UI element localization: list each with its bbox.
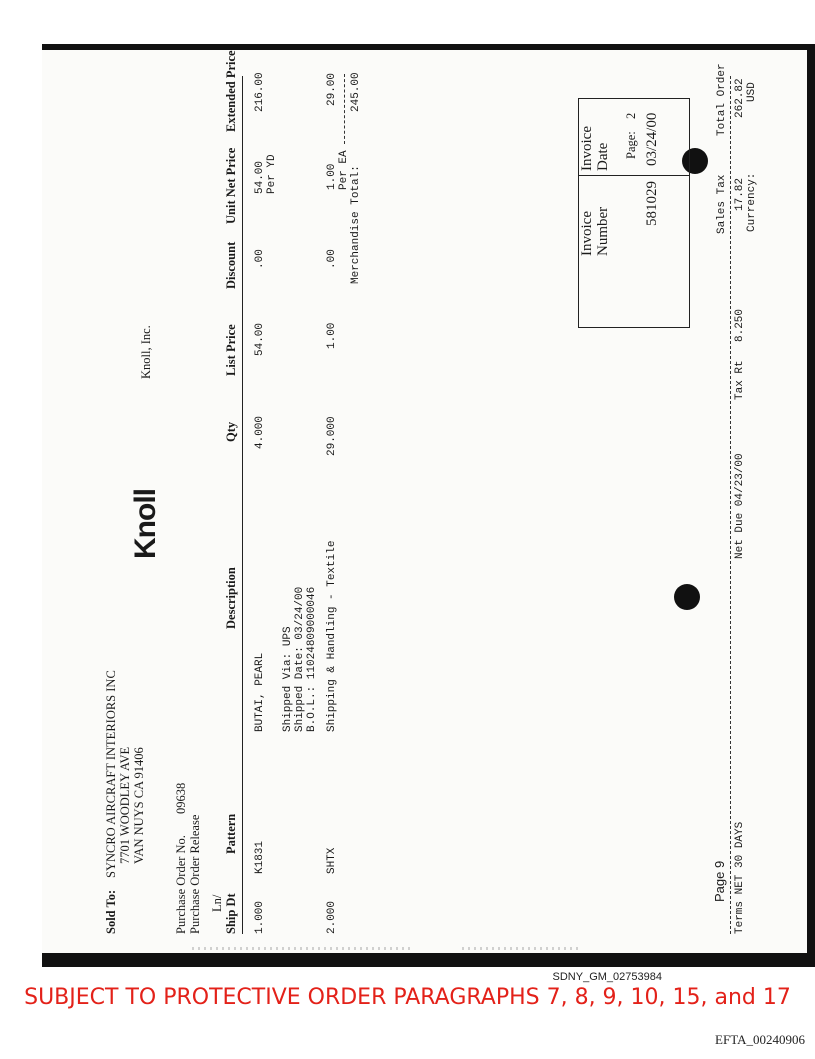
page-label: Page: <box>624 131 638 159</box>
total-order: 262.82 <box>734 78 746 118</box>
line-1-discount: .00 <box>254 249 266 269</box>
invoice-date-label-1: Invoice <box>579 126 595 171</box>
line-1-desc-1: BUTAI, PEARL <box>254 652 266 732</box>
line-2-ln: 2.000 <box>326 900 338 934</box>
merchandise-total: 245.00 <box>350 72 362 112</box>
line-1-desc-3: Shipped Via: UPS <box>282 626 294 732</box>
currency: USD <box>746 82 758 102</box>
line-2-pattern: SHTX <box>326 847 338 874</box>
footer-dash-rule <box>730 76 731 934</box>
total-dash-rule <box>344 74 345 144</box>
col-ship-dt: Ship Dt <box>224 893 238 934</box>
po-label: Purchase Order No. <box>174 835 188 934</box>
line-1-extended-price: 216.00 <box>254 72 266 112</box>
invoice-number-label-2: Number <box>595 206 611 256</box>
currency-label: Currency: <box>746 172 758 232</box>
line-1-desc-4: Shipped Date: 03/24/00 <box>294 586 306 732</box>
efta-id: EFTA_00240906 <box>715 1032 805 1047</box>
knoll-logo: Knoll <box>129 489 162 559</box>
line-2-discount: .00 <box>326 249 338 269</box>
rotated-invoice-content <box>104 50 784 967</box>
line-1-unit: Per YD <box>266 154 278 194</box>
box-divider <box>578 175 690 176</box>
line-1-list-price: 54.00 <box>254 322 266 356</box>
sold-to-line-2: 7701 WOODLEY AVE <box>118 746 132 864</box>
total-order-label: Total Order <box>716 63 728 136</box>
invoice-date: 03/24/00 <box>644 112 660 166</box>
invoice-number: 581029 <box>644 181 660 226</box>
scanned-invoice-page <box>42 44 815 967</box>
col-unit-net-price: Unit Net Price <box>224 147 238 224</box>
merchandise-total-label: Merchandise Total: <box>350 165 362 284</box>
page-stamp: Page 9 <box>712 860 727 902</box>
col-extended-price: Extended Price <box>224 50 238 132</box>
tax-rate: 8.250 <box>734 308 746 342</box>
line-1-qty: 4.000 <box>254 415 266 449</box>
protective-order-notice: SUBJECT TO PROTECTIVE ORDER PARAGRAPHS 7, 8, 9, 10, 15, and 17 <box>24 985 791 1010</box>
invoice-date-label-2: Date <box>595 142 611 171</box>
col-qty: Qty <box>224 421 238 442</box>
terms: Terms NET 30 DAYS <box>734 821 746 934</box>
document-id: SDNY_GM_02753984 <box>552 971 662 983</box>
po-release-label: Purchase Order Release <box>188 814 202 934</box>
col-list-price: List Price <box>224 324 238 376</box>
line-1-desc-5: B.O.L.: 11024809000046 <box>306 586 318 732</box>
scan-right-edge <box>807 44 815 967</box>
sold-to-line-3: VAN NUYS CA 91406 <box>132 747 146 864</box>
col-discount: Discount <box>224 241 238 289</box>
po-number: 09638 <box>174 782 188 814</box>
line-2-desc-1: Shipping & Handling - Textile <box>326 540 338 732</box>
tax-rate-label: Tax Rt <box>734 360 746 400</box>
scan-top-edge <box>42 44 815 50</box>
page-number: 2 <box>624 112 638 119</box>
sold-to-label: Sold To: <box>104 889 118 934</box>
line-2-qty: 29.000 <box>326 416 338 456</box>
line-2-unit-net-price: 1.00 <box>326 163 338 190</box>
company-name: Knoll, Inc. <box>139 325 153 379</box>
net-due: Net Due 04/23/00 <box>734 453 746 559</box>
col-pattern: Pattern <box>224 813 238 854</box>
line-2-extended-price: 29.00 <box>326 72 338 106</box>
line-1-ln: 1.000 <box>254 900 266 934</box>
sold-to-line-1: SYNCRO AIRCRAFT INTERIORS INC <box>104 670 118 878</box>
col-description: Description <box>224 567 238 629</box>
invoice-number-label-1: Invoice <box>579 211 595 256</box>
line-1-pattern: K1831 <box>254 840 266 874</box>
line-1-unit-net-price: 54.00 <box>254 160 266 194</box>
line-2-list-price: 1.00 <box>326 322 338 349</box>
col-ln: Ln/ <box>210 894 224 912</box>
sales-tax: 17.82 <box>734 177 746 211</box>
header-rule <box>242 76 243 934</box>
sales-tax-label: Sales Tax <box>716 174 728 234</box>
line-2-unit: Per EA <box>338 150 350 190</box>
